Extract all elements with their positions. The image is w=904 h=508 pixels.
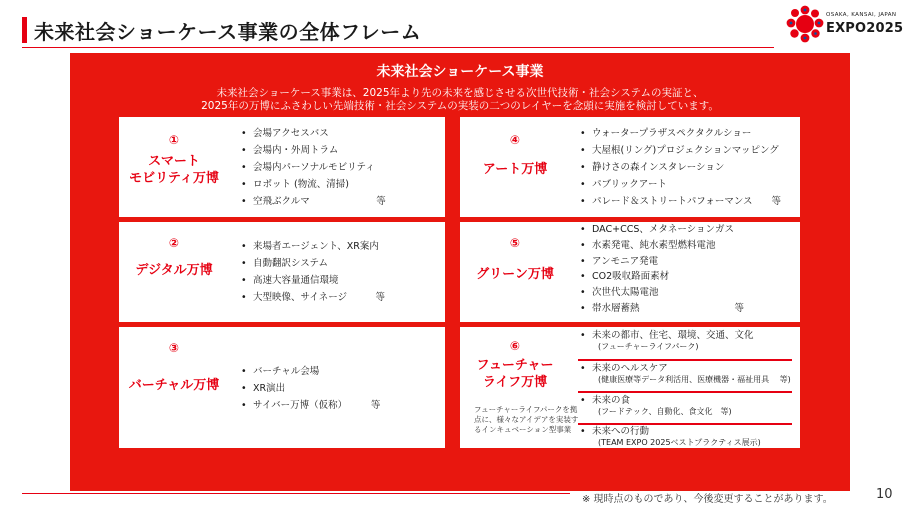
list-item: • DAC+CCS、メタネーションガス <box>580 222 744 238</box>
list-item: • 未来の都市、住宅、環境、交通、文化 (フューチャーライフパーク) <box>580 330 791 359</box>
list-item: • パレード＆ストリートパフォーマンス 等 <box>580 193 781 210</box>
category-items <box>241 363 380 414</box>
list-item: • 次世代太陽電池 <box>580 285 744 301</box>
list-item: • 未来の食 (フードテック、自動化、食文化 等) <box>580 395 791 424</box>
list-item: • CO2吸収路面素材 <box>580 269 744 285</box>
list-item: • 未来のヘルスケア (健康医療等データ利活用、医療機器・福祉用具 等) <box>580 363 791 392</box>
list-item: • 会場アクセスバス <box>241 125 386 142</box>
list-item: • 来場者エージェント、XR案内 <box>241 238 385 255</box>
footnote: ※ 現時点のものであり、今後変更することがあります。 <box>582 494 833 505</box>
list-item: • バーチャル会場 <box>241 363 380 380</box>
intro-line-2: 2025年の万博にふさわしい先端技術・社会システムの実装の二つのレイヤーを念頭に実施を検討しています。 <box>201 100 719 112</box>
item-divider <box>578 391 792 393</box>
list-item: • アンモニア発電 <box>580 254 744 270</box>
logo-expo-text: EXPO2025 <box>826 21 904 36</box>
category-name: スマート モビリティ万博 <box>129 154 219 186</box>
page-number: 10 <box>876 487 893 502</box>
category-name: アート万博 <box>482 162 548 177</box>
panel-intro <box>70 87 850 113</box>
intro-line-1: 未来社会ショーケース事業は、2025年より先の未来を感じさせる次世代技術・社会システムの実証と、 <box>216 87 704 99</box>
category-items <box>580 222 744 317</box>
category-number: ⑤ <box>509 236 521 250</box>
category-card-future-life <box>460 327 800 448</box>
footer-rule <box>22 493 570 494</box>
list-item: • 高速大容量通信環境 <box>241 272 385 289</box>
category-description: フューチャーライフパークを拠点に、様々なアイデアを実装するインキュベーション型事業 <box>474 405 579 434</box>
list-item: • ウォータープラザスペクタクルショー <box>580 125 781 142</box>
list-item: • 空飛ぶクルマ 等 <box>241 193 386 210</box>
category-name: フューチャー ライフ万博 <box>476 358 554 390</box>
list-item: • 会場内・外周トラム <box>241 142 386 159</box>
category-card-green <box>460 222 800 322</box>
list-item: • 静けさの森インスタレーション <box>580 159 781 176</box>
category-name: バーチャル万博 <box>128 378 220 393</box>
category-name: デジタル万博 <box>135 263 213 278</box>
category-number: ⑥ <box>509 339 521 353</box>
category-items <box>241 125 386 210</box>
list-item: • パブリックアート <box>580 176 781 193</box>
showcase-panel <box>70 53 850 491</box>
list-item: • 未来への行動 (TEAM EXPO 2025ベストプラクティス展示) <box>580 426 791 452</box>
page-title: 未来社会ショーケース事業の全体フレーム <box>34 20 422 44</box>
item-divider <box>578 359 792 361</box>
title-rule <box>22 47 774 48</box>
list-item: • 大型映像、サイネージ 等 <box>241 289 385 306</box>
category-items <box>241 238 385 306</box>
list-item: • ロボット (物流、清掃) <box>241 176 386 193</box>
expo-logo <box>786 5 904 47</box>
panel-title: 未来社会ショーケース事業 <box>376 64 544 80</box>
list-item: • XR演出 <box>241 380 380 397</box>
list-item: • 帯水層蓄熱 等 <box>580 301 744 317</box>
list-item: • 会場内パーソナルモビリティ <box>241 159 386 176</box>
list-item: • 水素発電、純水素型燃料電池 <box>580 238 744 254</box>
category-card-virtual <box>119 327 445 448</box>
list-item: • 自動翻訳システム <box>241 255 385 272</box>
expo-logo-mark-icon <box>786 5 824 43</box>
category-items <box>580 125 781 210</box>
category-number: ④ <box>509 133 521 147</box>
category-number: ③ <box>168 341 180 355</box>
title-accent-bar <box>22 17 27 43</box>
list-item: • 大屋根(リング)プロジェクションマッピング <box>580 142 781 159</box>
item-divider <box>578 423 792 425</box>
category-card-art <box>460 117 800 217</box>
category-card-digital <box>119 222 445 322</box>
list-item: • サイバー万博（仮称） 等 <box>241 397 380 414</box>
category-card-smart-mobility <box>119 117 445 217</box>
category-number: ② <box>168 236 180 250</box>
logo-location-text: OSAKA, KANSAI, JAPAN <box>826 12 897 18</box>
category-name: グリーン万博 <box>476 267 554 282</box>
category-number: ① <box>168 133 180 147</box>
